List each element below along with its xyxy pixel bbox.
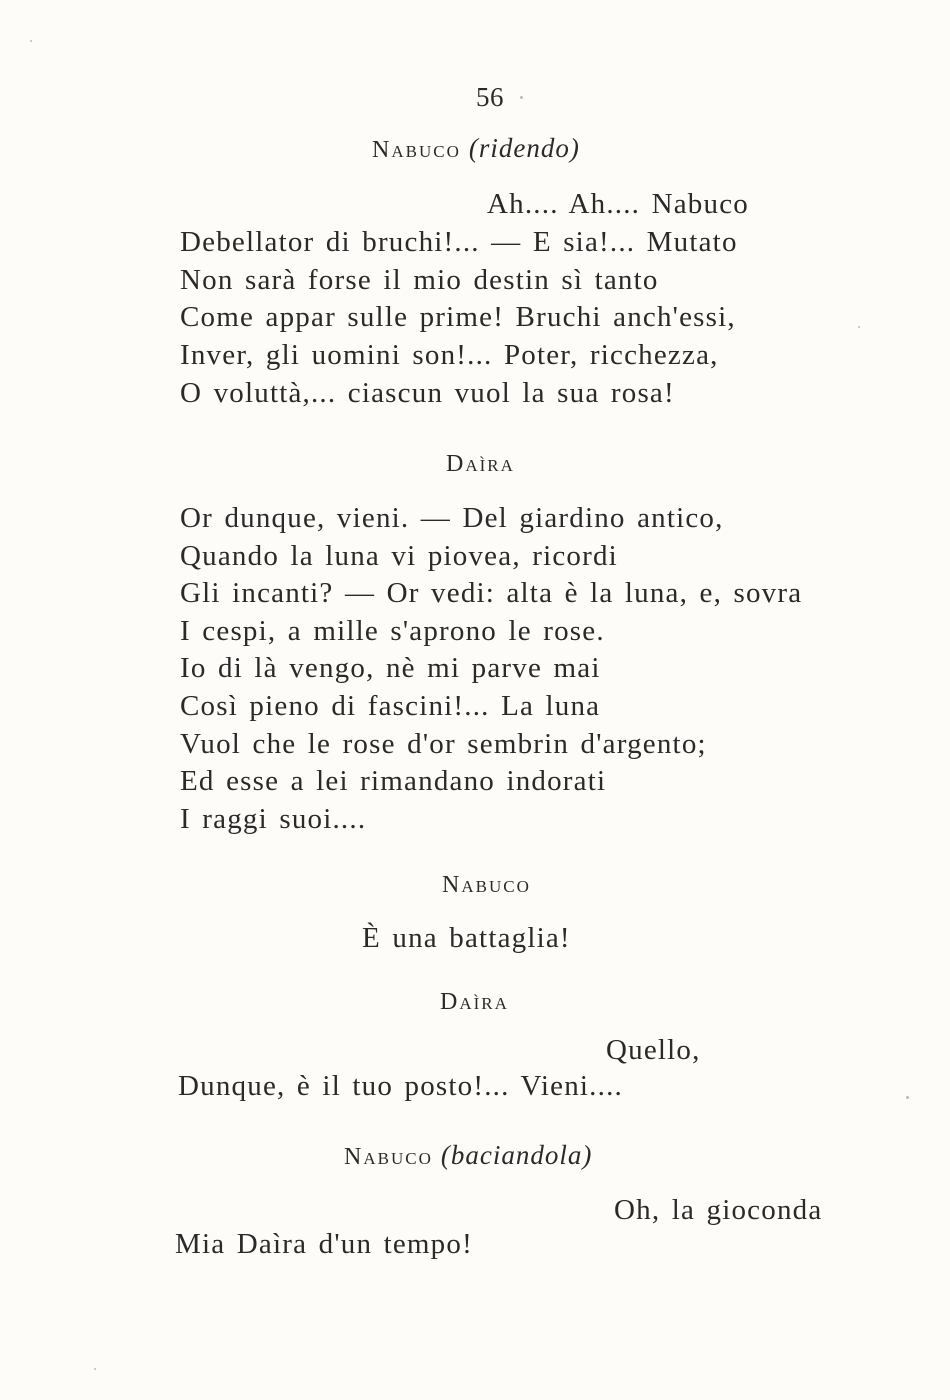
stage-direction: (baciandola)	[440, 1140, 593, 1170]
paper-speck	[906, 1096, 909, 1099]
speaker-cue	[446, 452, 515, 476]
verse-line: Ed esse a lei rimandano indorati	[180, 765, 607, 798]
verse-line: I raggi suoi....	[180, 802, 367, 835]
speaker-name: Nabuco	[372, 137, 461, 163]
page-number: 56	[476, 82, 504, 112]
speaker-name: Nabuco	[344, 1144, 433, 1170]
speaker-name: Daìra	[446, 451, 515, 477]
verse-line: Così pieno di fascini!... La luna	[180, 689, 601, 722]
paper-speck	[858, 326, 860, 328]
speaker-cue	[372, 135, 580, 162]
verse-line: Quando la luna vi piovea, ricordi	[180, 539, 618, 572]
speaker-cue	[440, 990, 509, 1014]
verse-line: Ah.... Ah.... Nabuco	[487, 188, 749, 220]
verse-line: Quello,	[606, 1034, 701, 1066]
speaker-name: Daìra	[440, 989, 509, 1015]
paper-speck	[30, 40, 32, 42]
speech-daira-1	[180, 502, 802, 840]
verse-line: O voluttà,... ciascun vuol la sua rosa!	[180, 376, 675, 409]
verse-line: È una battaglia!	[362, 922, 571, 954]
verse-line: Mia Daìra d'un tempo!	[175, 1228, 473, 1260]
verse-line: Inver, gli uomini son!... Poter, ricchezza,	[180, 339, 719, 372]
speaker-cue	[442, 873, 531, 897]
verse-line: Or dunque, vieni. — Del giardino antico,	[180, 502, 724, 534]
verse-line: Dunque, è il tuo posto!... Vieni....	[178, 1070, 623, 1102]
speaker-cue	[344, 1142, 592, 1169]
verse-line: Come appar sulle prime! Bruchi anch'essi,	[180, 301, 736, 334]
paper-speck	[520, 96, 523, 99]
speaker-name: Nabuco	[442, 872, 531, 898]
verse-line: Io di là vengo, nè mi parve mai	[180, 652, 601, 685]
verse-line: I cespi, a mille s'aprono le rose.	[180, 614, 605, 647]
stage-direction: (ridendo)	[468, 133, 580, 163]
verse-line: Vuol che le rose d'or sembrin d'argento;	[180, 727, 707, 760]
verse-line: Non sarà forse il mio destin sì tanto	[180, 263, 659, 296]
speech-nabuco-1	[180, 226, 738, 414]
verse-line: Debellator di bruchi!... — E sia!... Mutato	[180, 226, 738, 258]
verse-line: Gli incanti? — Or vedi: alta è la luna, e, sovra	[180, 577, 803, 610]
paper-speck	[94, 1368, 96, 1370]
verse-line: Oh, la gioconda	[614, 1194, 823, 1226]
